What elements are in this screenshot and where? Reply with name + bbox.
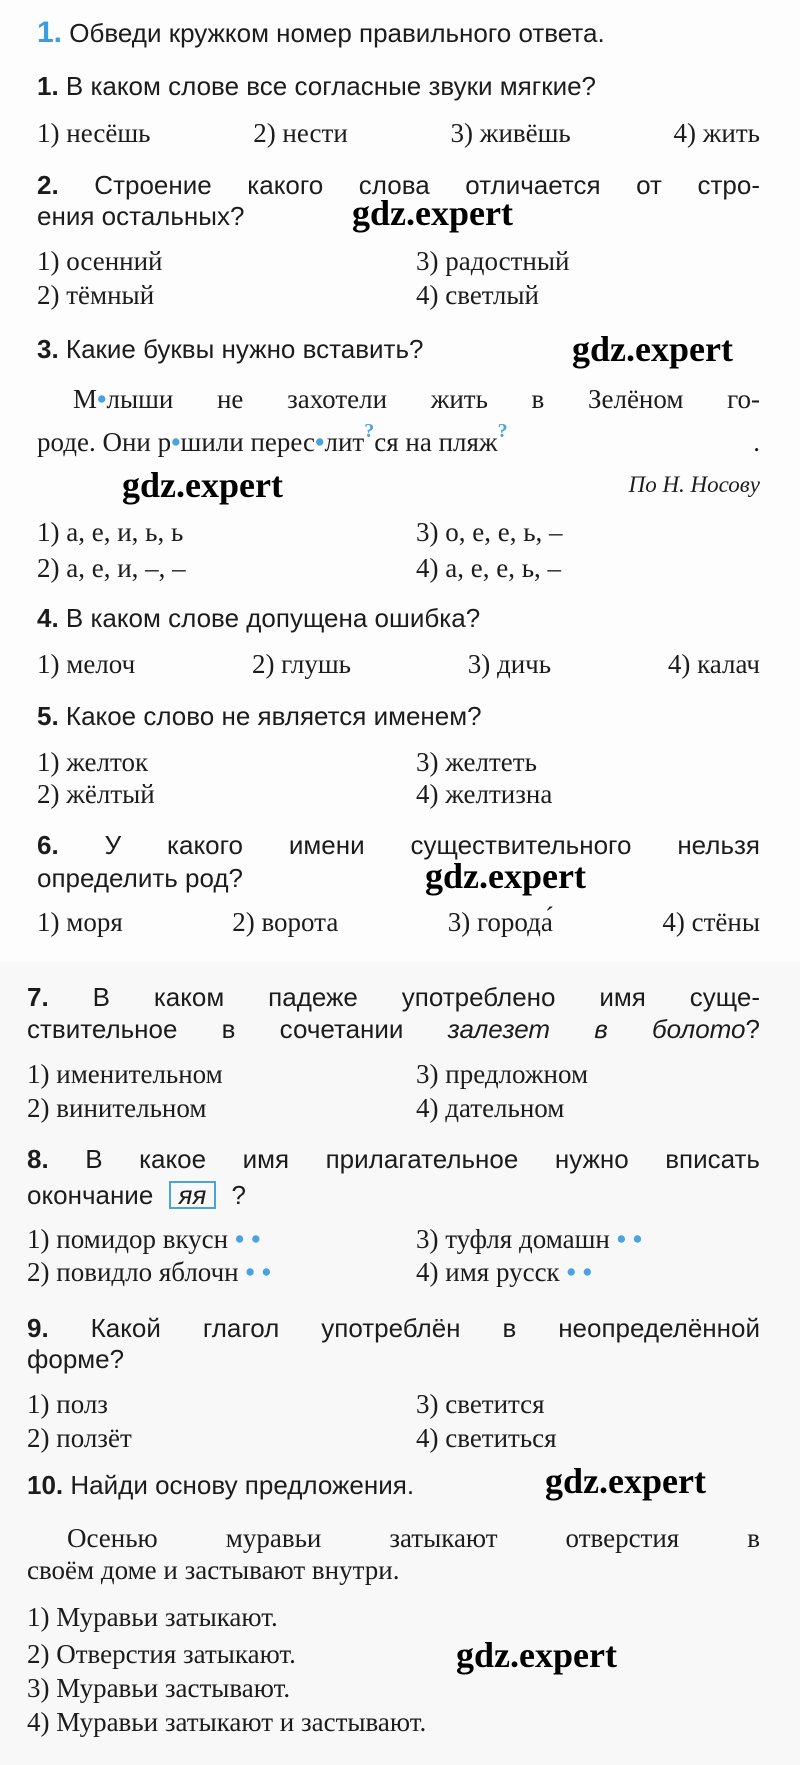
answers-9 <box>27 1389 750 1419</box>
question-text: В каком слове все согласные звуки мягкие? <box>65 71 597 101</box>
answer-text: 3) туфля домашн <box>416 1224 610 1254</box>
blank-question-mark[interactable]: ? <box>364 420 375 442</box>
text-fragment: лыши не захотели жить в Зелёном го- <box>106 384 760 414</box>
watermark: gdz.expert <box>352 193 513 233</box>
question-text: В каком слове допущена ошибка? <box>65 603 481 633</box>
watermark: gdz.expert <box>122 465 283 505</box>
answer-option[interactable]: 1) а, е, и, ь, ь <box>37 517 184 547</box>
answer-option[interactable]: 4) калач <box>667 649 760 679</box>
blank-question-mark[interactable]: ? <box>497 420 508 442</box>
question-number: 2. <box>37 170 59 200</box>
text-fragment: . <box>753 427 760 457</box>
answer-option[interactable]: 3) Муравьи застывают. <box>27 1673 291 1703</box>
question-7 <box>27 982 760 1012</box>
question-number: 1. <box>37 71 59 101</box>
answer-option[interactable]: 2) нести <box>253 118 348 148</box>
answer-option[interactable]: 4) желтизна <box>416 779 553 809</box>
question-text: Найди основу предложения. <box>70 1470 415 1500</box>
blank-dot[interactable]: • <box>97 384 107 414</box>
text-fragment: роде. Они р <box>37 427 172 457</box>
answer-text: 1) помидор вкусн <box>27 1224 229 1254</box>
question-text: Какое слово не является именем? <box>65 701 482 731</box>
answer-option[interactable]: 2) ворота <box>232 907 339 937</box>
task-number: 1. <box>37 16 63 49</box>
answers-3 <box>37 517 760 547</box>
author-credit: По Н. Носову <box>628 472 760 497</box>
answer-option[interactable] <box>416 1224 642 1254</box>
question-1 <box>37 71 760 101</box>
question-number: 6. <box>37 830 59 860</box>
answer-option[interactable]: 1) моря <box>37 907 123 937</box>
answer-option[interactable]: 4) а, е, е, ь, – <box>416 553 562 583</box>
answer-text: 2) повидло яблочн <box>27 1257 239 1287</box>
question-7-line2 <box>27 1014 760 1044</box>
answer-option[interactable]: 2) а, е, и, –, – <box>37 553 186 583</box>
answer-option[interactable]: 3) предложном <box>416 1059 589 1089</box>
answer-option[interactable] <box>27 1257 416 1287</box>
ending-box: яя <box>169 1181 217 1209</box>
answers-5 <box>37 747 760 777</box>
watermark: gdz.expert <box>572 329 733 369</box>
answer-option[interactable]: 4) жить <box>673 118 760 148</box>
blank-dots: • • <box>616 1224 643 1254</box>
answers-2b <box>37 280 760 310</box>
answer-text: 4) имя русск <box>416 1257 560 1287</box>
blank-dots: • • <box>566 1257 593 1287</box>
question-number: 10. <box>27 1470 64 1500</box>
watermark: gdz.expert <box>545 1461 706 1501</box>
question-8 <box>27 1144 760 1174</box>
answer-option[interactable]: 2) винительном <box>27 1093 207 1123</box>
answer-option[interactable]: 1) именительном <box>27 1059 223 1089</box>
question-text: ствительное в сочетании <box>27 1014 404 1044</box>
answers-4 <box>37 649 760 679</box>
answer-option[interactable]: 1) осенний <box>37 246 163 276</box>
text-fragment: шили перес <box>180 427 316 457</box>
question-text: Какой глагол употреблён в неопределённой <box>90 1313 761 1343</box>
answer-option[interactable]: 1) полз <box>27 1389 108 1419</box>
question-text: форме? <box>27 1344 125 1374</box>
answer-option[interactable]: 2) ползёт <box>27 1423 132 1453</box>
answer-option[interactable]: 2) тёмный <box>37 280 155 310</box>
task-header <box>37 18 760 48</box>
answer-option[interactable]: 3) о, е, е, ь, – <box>416 517 563 547</box>
answer-option[interactable]: 3) желтеть <box>416 747 537 777</box>
blank-dots: • • <box>245 1257 272 1287</box>
answer-option[interactable]: 1) мелоч <box>37 649 136 679</box>
question-text: ения остальных? <box>37 201 245 231</box>
answer-option[interactable]: 2) жёлтый <box>37 779 155 809</box>
question-text: В каком падеже употреблено имя суще- <box>92 982 760 1012</box>
watermark: gdz.expert <box>425 856 586 896</box>
answer-option[interactable]: 4) стёны <box>662 907 760 937</box>
question-mark: ? <box>231 1180 247 1210</box>
question-number: 5. <box>37 701 59 731</box>
question-text: У какого имени существительного нельзя <box>104 830 760 860</box>
text-line-1 <box>37 384 760 414</box>
answers-7 <box>27 1059 750 1089</box>
question-text: В какое имя прилагательное нужно вписать <box>85 1144 760 1174</box>
answer-option[interactable]: 3) живёшь <box>450 118 571 148</box>
sentence-text: своём доме и застывают внутри. <box>27 1555 400 1585</box>
answer-option[interactable] <box>416 1257 592 1287</box>
answers-2 <box>37 246 760 276</box>
answer-option[interactable] <box>27 1224 416 1254</box>
watermark: gdz.expert <box>456 1635 617 1675</box>
question-number: 4. <box>37 603 59 633</box>
question-text: окончание <box>27 1180 154 1210</box>
text-fragment: М <box>73 384 98 414</box>
answer-option[interactable]: 3) радостный <box>416 246 570 276</box>
answer-option[interactable]: 1) Муравьи затыкают. <box>27 1602 278 1632</box>
text-line-2 <box>37 420 760 460</box>
answer-option[interactable]: 2) глушь <box>251 649 351 679</box>
answers-8 <box>27 1224 750 1254</box>
answer-option[interactable]: 2) Отверстия затыкают. <box>27 1639 296 1669</box>
question-number: 9. <box>27 1313 49 1343</box>
question-9 <box>27 1313 760 1343</box>
answers-9b <box>27 1423 750 1453</box>
question-4 <box>37 603 760 633</box>
task-instruction: Обведи кружком номер правильного ответа. <box>69 18 605 48</box>
sentence-text: Осенью муравьи затыкают отверстия в <box>67 1523 760 1553</box>
question-text: Строение какого слова отличается от стро- <box>94 170 760 200</box>
answer-option[interactable]: 4) светиться <box>416 1423 557 1453</box>
answers-6 <box>37 907 760 937</box>
answers-5b <box>37 779 760 809</box>
answer-option[interactable]: 4) дательном <box>416 1093 565 1123</box>
answer-option[interactable]: 3) светится <box>416 1389 545 1419</box>
answer-option[interactable]: 4) Муравьи затыкают и застывают. <box>27 1707 427 1737</box>
answers-7b <box>27 1093 750 1123</box>
blank-dots: • • <box>234 1224 261 1254</box>
blank-dot[interactable]: • <box>315 427 325 457</box>
question-mark: ? <box>745 1014 760 1044</box>
question-5 <box>37 701 760 731</box>
text-line-1 <box>27 1523 760 1553</box>
answer-option[interactable]: 4) светлый <box>416 280 539 310</box>
question-8-line2 <box>27 1180 750 1210</box>
text-fragment: лит <box>324 427 365 457</box>
answers-3b <box>37 553 760 583</box>
answer-option[interactable]: 1) желток <box>37 747 149 777</box>
phrase: залезет в болото <box>447 1014 746 1044</box>
blank-dot[interactable]: • <box>171 427 181 457</box>
question-6 <box>37 830 760 860</box>
question-number: 8. <box>27 1144 49 1174</box>
answers-1 <box>37 118 760 148</box>
answer-option[interactable]: 3) дичь <box>467 649 552 679</box>
question-number: 7. <box>27 982 49 1012</box>
text-fragment: ся на пляж <box>374 427 498 457</box>
answer-option[interactable]: 1) несёшь <box>37 118 151 148</box>
question-text: определить род? <box>37 863 244 893</box>
question-text: Какие буквы нужно вставить? <box>65 334 424 364</box>
question-number: 3. <box>37 334 59 364</box>
answers-8b <box>27 1257 750 1287</box>
answer-option[interactable]: 3) города́ <box>447 907 553 937</box>
